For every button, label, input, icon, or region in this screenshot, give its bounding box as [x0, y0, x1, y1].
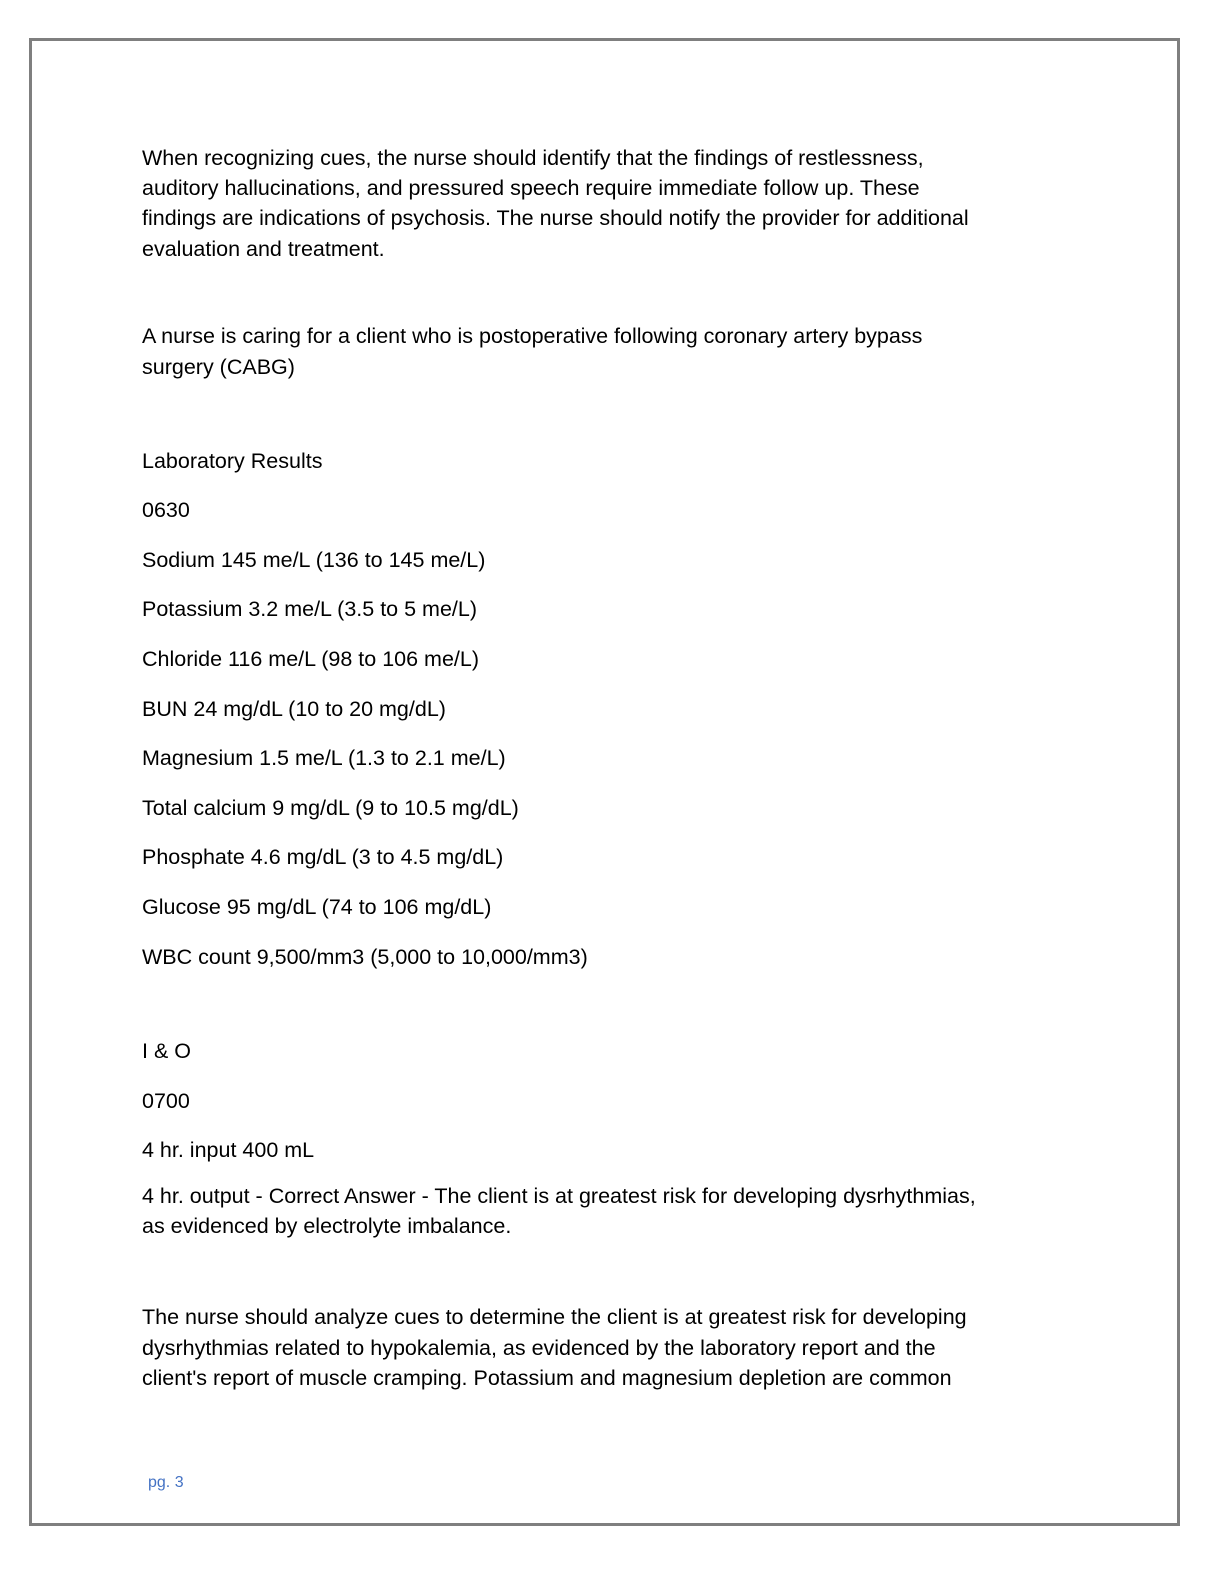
paragraph-2-line-2: surgery (CABG) — [142, 355, 295, 379]
paragraph-3-line-2: dysrhythmias related to hypokalemia, as evidenced by the laboratory report and the — [142, 1336, 936, 1360]
lab-heading: Laboratory Results — [142, 449, 323, 473]
paragraph-3-line-1: The nurse should analyze cues to determine the client is at greatest risk for developing — [142, 1305, 967, 1329]
lab-item-magnesium: Magnesium 1.5 me/L (1.3 to 2.1 me/L) — [142, 746, 506, 770]
io-output-answer-line-2: as evidenced by electrolyte imbalance. — [142, 1214, 512, 1238]
lab-item-chloride: Chloride 116 me/L (98 to 106 me/L) — [142, 647, 480, 671]
paragraph-3-line-3: client's report of muscle cramping. Potassium and magnesium depletion are common — [142, 1366, 952, 1390]
lab-item-total-calcium: Total calcium 9 mg/dL (9 to 10.5 mg/dL) — [142, 796, 519, 820]
paragraph-1-line-1: When recognizing cues, the nurse should identify that the findings of restlessness, — [142, 146, 924, 170]
lab-item-wbc: WBC count 9,500/mm3 (5,000 to 10,000/mm3) — [142, 945, 588, 969]
io-heading: I & O — [142, 1039, 191, 1063]
lab-time: 0630 — [142, 498, 190, 522]
lab-item-phosphate: Phosphate 4.6 mg/dL (3 to 4.5 mg/dL) — [142, 845, 504, 869]
lab-item-potassium: Potassium 3.2 me/L (3.5 to 5 me/L) — [142, 597, 477, 621]
page-number: pg. 3 — [148, 1474, 184, 1491]
io-input: 4 hr. input 400 mL — [142, 1138, 315, 1162]
lab-item-glucose: Glucose 95 mg/dL (74 to 106 mg/dL) — [142, 895, 492, 919]
lab-item-bun: BUN 24 mg/dL (10 to 20 mg/dL) — [142, 697, 446, 721]
io-time: 0700 — [142, 1089, 190, 1113]
paragraph-1-line-3: findings are indications of psychosis. The nurse should notify the provider for additional — [142, 206, 969, 230]
io-output-answer-line-1: 4 hr. output - Correct Answer - The client is at greatest risk for developing dysrhythmias, — [142, 1184, 976, 1208]
paragraph-1-line-4: evaluation and treatment. — [142, 237, 385, 261]
lab-item-sodium: Sodium 145 me/L (136 to 145 me/L) — [142, 548, 486, 572]
paragraph-1-line-2: auditory hallucinations, and pressured speech require immediate follow up. These — [142, 176, 920, 200]
paragraph-2-line-1: A nurse is caring for a client who is postoperative following coronary artery bypass — [142, 324, 923, 348]
